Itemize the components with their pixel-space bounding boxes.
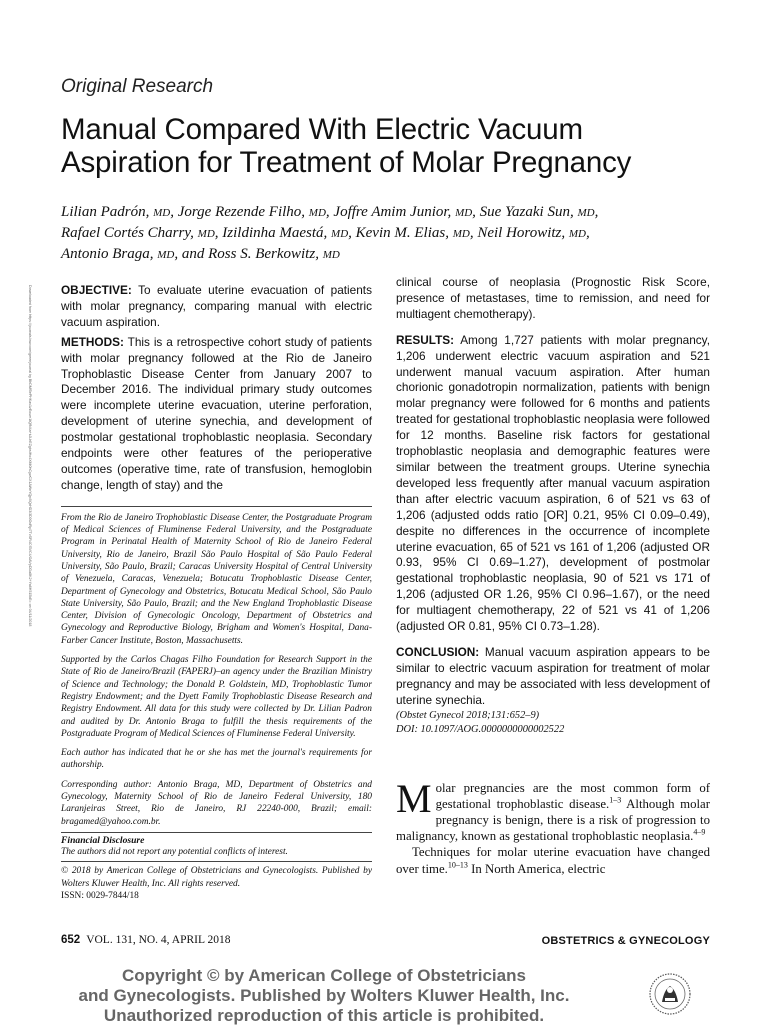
abstract-objective: OBJECTIVE: To evaluate uterine evacuation of patients with molar pregnancy, comparing manual with electric vacuum aspiration. [61,283,372,329]
page-number: 652 [61,934,81,946]
disclosure-text: The authors did not report any potential conflicts of interest. [61,846,288,857]
issn: ISSN: 0029-7844/18 [61,890,139,901]
copyright-notice: © 2018 by American College of Obstetricians and Gynecologists. Published by Wolters Kluwer Health, Inc. All rights reserved. [61,866,372,889]
right-column [396,275,710,877]
footnote-affiliations: From the Rio de Janeiro Trophoblastic Disease Center, the Postgraduate Program of Medical Sciences of Fluminense Federal University, and the Postgraduate Program in Perinatal Health of Maternity School of Rio de Janeiro Federal University, Rio de Janeiro, Brazil São Paulo Hospital of São Paulo Federal University, São Paulo, Brazil; Caracas University Hospital of Central University of Venezuela, Caracas, Venezuela; Botucatu Trophoblastic Disease Center, Department of Gynecology and Obstetrics, Botucatu Medical School, São Paulo State University, São Paulo, Brazil; and the New England Trophoblastic Disease Center, Division of Gynecologic Oncology, Department of Obstetrics and Gynecology and Reproductive Biology, Brigham and Women's Hospital, Dana-Farber Cancer Institute, Boston, Massachusetts. [61,512,372,646]
author-name: Antonio Braga, [61,246,154,262]
author-degree: MD [157,249,175,261]
citation: (Obstet Gynecol 2018;131:652–9) [396,709,540,721]
issue-info: VOL. 131, NO. 4, APRIL 2018 [86,934,231,946]
drop-cap: M [396,775,432,821]
author-name: Jorge Rezende Filho, [177,204,306,220]
intro-paragraph-1: Molar pregnancies are the most common form of gestational trophoblastic disease.$^{1-3}$ Although molar pregnancy is benign, there is a risk of progression to malignancy, known as gestational trophoblastic neoplasia.$^{4-9}$ [396,775,710,844]
author-degree: MD [568,228,586,240]
journal-name: OBSTETRICS & GYNECOLOGY [541,935,710,947]
abstract-results: RESULTS: Among 1,727 patients with molar pregnancy, 1,206 underwent electric vacuum aspiration and 521 underwent manual vacuum aspiration. After human chorionic gonadotropin normalization, patients with benign molar pregnancy were followed for 6 months and patients treated for gestational trophoblastic neoplasia were followed for 12 months. Baseline risk factors for gestational trophoblastic neoplasia and demographic features were similar between the treatment groups. Uterine synechia developed less frequently after manual vacuum aspiration than after electric vacuum aspiration, 6 of 521 vs 63 of 1,206 (adjusted odds ratio [OR] 0.21, 95% CI 0.09–0.49), despite no differences in the occurrence of incomplete uterine evacuation, 65 of 521 vs 161 of 1,206 (adjusted OR 0.93, 95% CI 0.69–1.27), development of postmolar gestational trophoblastic neoplasia, 90 of 521 vs 171 of 1,206 (adjusted OR 1.26, 95% CI 0.96–1.67), or the need for multiagent chemotherapy, 22 of 521 vs 41 of 1,206 (adjusted OR 0.81, 95% CI 0.73–1.28). [396,332,710,634]
abstract-methods: METHODS: This is a retrospective cohort study of patients with molar pregnancy followed at the Rio de Janeiro Trophoblastic Disease Center from January 2007 to December 2016. The individual primary study outcomes were incomplete uterine evacuation, uterine perforation, development of uterine synechia, and development of postmolar gestational trophoblastic neoplasia. Secondary endpoints were other features of the perioperative outcomes (operative time, rate of transfusion, hemoglobin change, length of stay) and the [61,334,372,492]
download-notice: Downloaded from https://journals.lww.com/greenjournal by BhDMf5ePHKav1zEoum1tQfN4a+kJLhEZgbsIHo4XMi0hCywCX1AWnYQp/IlQrHD3i3D0OdRyi7TvSFl4Cf3VC4/OAVpDDa8K2+Ya6H515kE= on 04/11/2018 [28,285,32,627]
copyright-divider [61,861,372,862]
author-degree: MD [331,228,349,240]
author-name: Joffre Amim Junior, [333,204,452,220]
author-name: Kevin M. Elias, [355,225,449,241]
page-footer-left [61,934,230,946]
author-degree: MD [452,228,470,240]
author-name: Sue Yazaki Sun, [479,204,574,220]
abstract-methods-continued: clinical course of neoplasia (Prognostic Risk Score, presence of metastases, time to remission, and need for multiagent chemotherapy). [396,275,710,321]
left-column [61,283,372,902]
footnote-corresponding: Corresponding author: Antonio Braga, MD, Department of Obstetrics and Gynecology, Maternity School of Rio de Janeiro Federal University, 180 Laranjeiras Street, Rio de Janeiro, RJ 22240-000, Brazil; email: bragamed@yahoo.com.br. [61,779,372,827]
author-name: Rafael Cortés Charry, [61,225,194,241]
author-degree: MD [455,207,473,219]
doi-link[interactable]: DOI: 10.1097/AOG.0000000000002522 [396,723,565,735]
section-label: Original Research [61,76,214,97]
acog-seal-icon [648,972,692,1016]
title-line-2: Aspiration for Treatment of Molar Pregnancy [61,146,632,179]
author-list: Lilian Padrón, MD, Jorge Rezende Filho, MD, Joffre Amim Junior, MD, Sue Yazaki Sun, MD, Rafael Cortés Charry, MD, Izildinha Maestá, MD, Kevin M. Elias, MD, Neil Horowitz, MD, Antonio Braga, MD, and Ross S. Berkowitz, MD [61,204,599,262]
author-degree: MD [197,228,215,240]
footnote-support: Supported by the Carlos Chagas Filho Foundation for Research Support in the State of Rio de Janeiro/Brazil (FAPERJ)–an agency under the Brazilian Ministry of Science and Technology; the Donald P. Goldstein, MD, Trophoblastic Tumor Registry Endowment; and the Dyett Family Trophoblastic Disease Research and Registry Endowment. All data for this study were collected by Dr. Lilian Padron and audited by Dr. Antonio Braga to fulfill the thesis requirements of the Postgraduate Program of Medical Sciences of Fluminense Federal University. [61,655,372,739]
author-degree: MD [153,207,171,219]
article-title [61,113,741,179]
disclosure-divider [61,832,372,833]
author-degree: MD [308,207,326,219]
author-name: and Ross S. Berkowitz, [181,246,319,262]
title-line-1: Manual Compared With Electric Vacuum [61,113,583,146]
author-name: Izildinha Maestá, [222,225,328,241]
footnote-divider [61,506,372,507]
abstract-conclusion: CONCLUSION: Manual vacuum aspiration appears to be similar to electric vacuum aspiration for treatment of molar pregnancy and may be associated with less development of uterine synechia. [396,644,710,707]
author-degree: MD [322,249,340,261]
disclosure-heading: Financial Disclosure [61,834,145,846]
footnote-authorship: Each author has indicated that he or she has met the journal's requirements for authorship. [61,748,372,771]
intro-paragraph-2: Techniques for molar uterine evacuation have changed over time.$^{10-13}$ In North America, electric [396,845,710,876]
spacer [396,737,710,780]
author-name: Lilian Padrón, [61,204,150,220]
author-degree: MD [577,207,595,219]
copyright-watermark: Copyright © by American College of Obstetricians and Gynecologists. Published by Wolters Kluwer Health, Inc. Unauthorized reproduction of this article is prohibited. [78,966,570,1025]
author-name: Neil Horowitz, [477,225,566,241]
